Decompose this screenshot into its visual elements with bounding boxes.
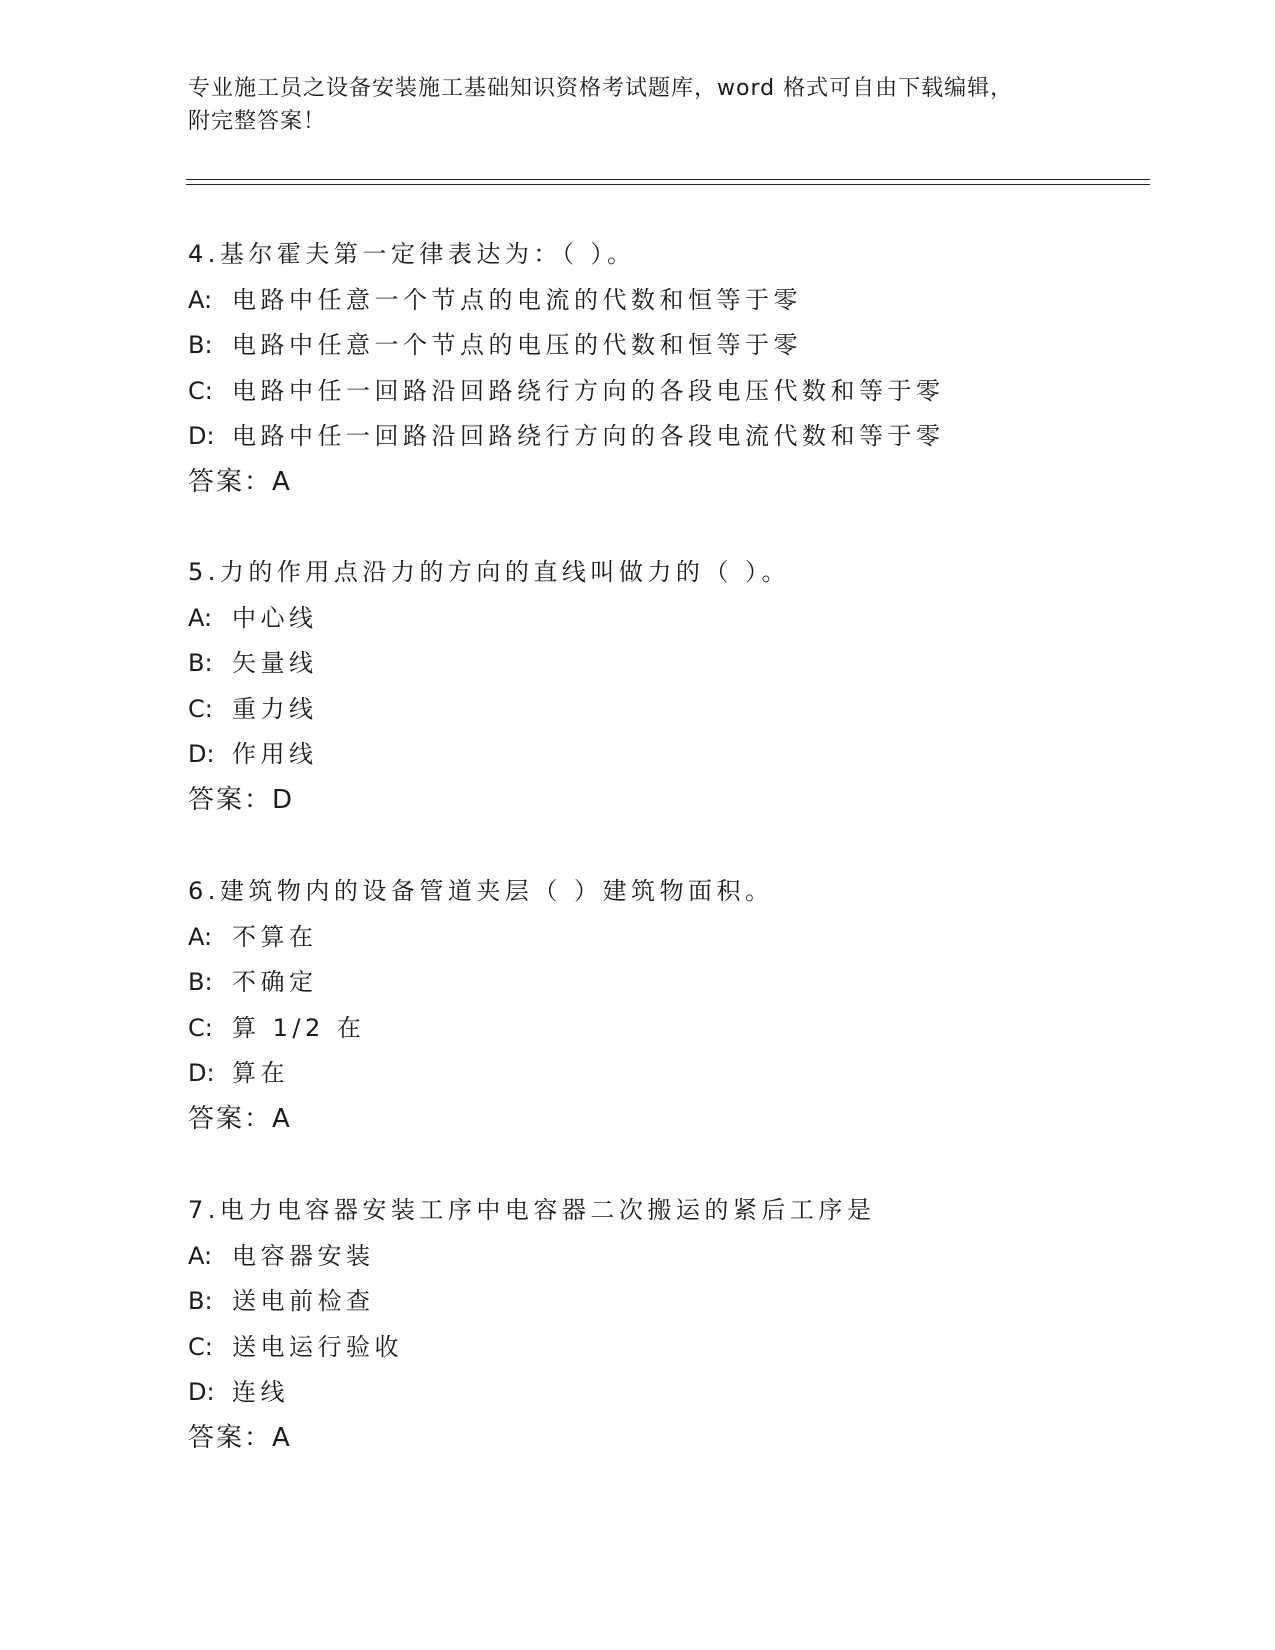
question-stem: 7.电力电容器安装工序中电容器二次搬运的紧后工序是 — [188, 1196, 876, 1224]
option-text: 电路中任意一个节点的电压的代数和恒等于零 — [232, 331, 802, 359]
option-d — [188, 1051, 1168, 1097]
option-text: 电路中任一回路沿回路绕行方向的各段电压代数和等于零 — [232, 376, 945, 405]
option-a — [188, 278, 1168, 324]
question-block — [188, 550, 1168, 823]
option-b — [188, 323, 1168, 369]
option-text: 算在 — [232, 1059, 289, 1087]
option-d — [188, 1370, 1168, 1416]
option-a — [188, 915, 1168, 961]
option-c — [188, 1325, 1168, 1371]
answer-line: 答案：A — [188, 1103, 292, 1134]
option-a — [188, 596, 1168, 642]
question-block — [188, 1188, 1168, 1461]
option-key: C: — [188, 1332, 213, 1361]
option-key: A: — [188, 1241, 213, 1270]
question-stem: 6.建筑物内的设备管道夹层（ ）建筑物面积。 — [188, 877, 774, 905]
option-text: 重力线 — [232, 694, 318, 723]
answer-line: 答案：A — [188, 466, 292, 497]
option-text: 中心线 — [232, 603, 318, 632]
option-d — [188, 414, 1168, 460]
option-text: 送电运行验收 — [232, 1332, 403, 1361]
option-text: 连线 — [232, 1378, 289, 1406]
option-key: B: — [188, 331, 213, 359]
document-header — [188, 72, 1088, 138]
option-key: D: — [188, 1059, 215, 1087]
option-key: A: — [188, 922, 213, 951]
option-text: 算 1/2 在 — [232, 1013, 366, 1042]
option-key: B: — [188, 649, 213, 677]
option-key: D: — [188, 1378, 215, 1406]
answer-line: 答案：A — [188, 1422, 292, 1453]
option-key: D: — [188, 422, 215, 450]
option-key: C: — [188, 1013, 213, 1042]
option-text: 电容器安装 — [232, 1241, 375, 1270]
header-divider-top — [186, 179, 1150, 180]
header-divider-bottom — [186, 184, 1150, 185]
answer-line: 答案：D — [188, 784, 295, 815]
option-c — [188, 687, 1168, 733]
question-stem: 4.基尔霍夫第一定律表达为：（ ）。 — [188, 240, 636, 268]
option-c — [188, 369, 1168, 415]
option-key: B: — [188, 1287, 213, 1315]
option-text: 电路中任意一个节点的电流的代数和恒等于零 — [232, 285, 802, 314]
option-key: B: — [188, 968, 213, 996]
option-b — [188, 1279, 1168, 1325]
option-b — [188, 641, 1168, 687]
option-text: 电路中任一回路沿回路绕行方向的各段电流代数和等于零 — [232, 422, 945, 450]
question-block — [188, 232, 1168, 505]
option-text: 送电前检查 — [232, 1287, 375, 1315]
option-key: A: — [188, 285, 213, 314]
option-key: A: — [188, 603, 213, 632]
option-a — [188, 1234, 1168, 1280]
question-block — [188, 869, 1168, 1142]
option-b — [188, 960, 1168, 1006]
header-line-1: 专业施工员之设备安装施工基础知识资格考试题库，word 格式可自由下载编辑， — [188, 76, 1014, 101]
option-text: 不算在 — [232, 922, 318, 951]
option-key: C: — [188, 376, 213, 405]
option-d — [188, 732, 1168, 778]
option-text: 矢量线 — [232, 649, 318, 677]
option-c — [188, 1006, 1168, 1052]
option-key: D: — [188, 740, 215, 768]
option-key: C: — [188, 694, 213, 723]
header-line-2: 附完整答案！ — [188, 109, 327, 134]
option-text: 作用线 — [232, 740, 318, 768]
option-text: 不确定 — [232, 968, 318, 996]
question-stem: 5.力的作用点沿力的方向的直线叫做力的（ ）。 — [188, 558, 791, 586]
